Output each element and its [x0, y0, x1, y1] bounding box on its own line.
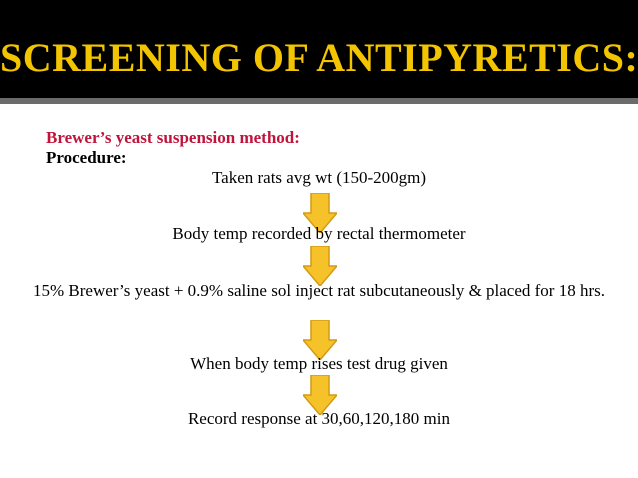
procedure-step-3: 15% Brewer’s yeast + 0.9% saline sol inject rat subcutaneously & placed for 18 hrs.	[32, 281, 605, 300]
procedure-label: Procedure:	[46, 148, 127, 167]
procedure-step-5: Record response at 30,60,120,180 min	[187, 409, 451, 428]
procedure-step-2: Body temp recorded by rectal thermometer	[172, 224, 466, 243]
title-underline	[0, 98, 638, 104]
method-title: Brewer’s yeast suspension method:	[46, 128, 300, 147]
procedure-step-4: When body temp rises test drug given	[190, 354, 448, 373]
procedure-step-1: Taken rats avg wt (150-200gm)	[211, 168, 427, 187]
slide-title: SCREENING OF ANTIPYRETICS:	[0, 35, 638, 80]
